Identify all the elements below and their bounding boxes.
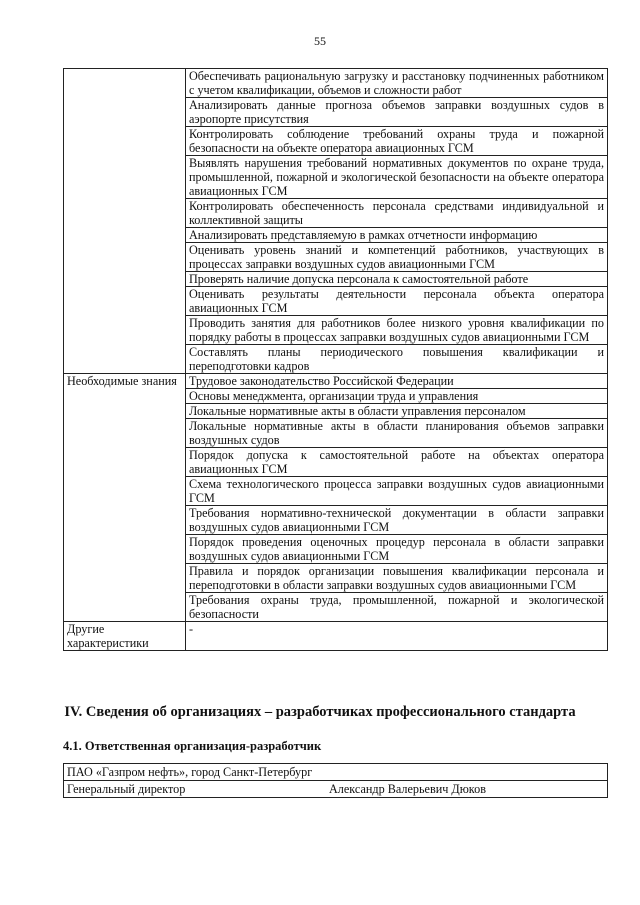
table-cell: Требования охраны труда, промышленной, пожарной и экологической безопасности xyxy=(186,593,608,622)
table-cell: Выявлять нарушения требований нормативных документов по охране труда, промышленной, пожарной и экологической безопасности на объекте оператора авиационных ГСМ xyxy=(186,156,608,199)
org-name-row xyxy=(64,764,608,781)
table-cell: Схема технологического процесса заправки воздушных судов авиационными ГСМ xyxy=(186,477,608,506)
table-cell: Локальные нормативные акты в области планирования объемов заправки воздушных судов xyxy=(186,419,608,448)
section-heading: IV. Сведения об организациях – разработчиках профессионального стандарта xyxy=(64,704,576,720)
table-cell: Контролировать обеспеченность персонала средствами индивидуальной и коллективной защиты xyxy=(186,199,608,228)
table-cell: Основы менеджмента, организации труда и управления xyxy=(186,389,608,404)
table-cell: Составлять планы периодического повышения квалификации и переподготовки кадров xyxy=(186,345,608,374)
table-cell: Анализировать представляемую в рамках отчетности информацию xyxy=(186,228,608,243)
page-number: 55 xyxy=(314,34,326,48)
sub-heading: 4.1. Ответственная организация-разработчик xyxy=(63,739,322,753)
table-row xyxy=(64,69,608,98)
table-cell: Правила и порядок организации повышения квалификации персонала и переподготовки в области заправки воздушных судов авиационными ГСМ xyxy=(186,564,608,593)
table-cell: Обеспечивать рациональную загрузку и расстановку подчиненных работником с учетом квалификации, объемов и сложности работ xyxy=(186,69,608,98)
org-person: Александр Валерьевич Дюков xyxy=(329,782,486,796)
org-name: ПАО «Газпром нефть», город Санкт-Петербург xyxy=(64,764,608,781)
table-cell: Проводить занятия для работников более низкого уровня квалификации по порядку работы в процессах заправки воздушных судов авиационными ГСМ xyxy=(186,316,608,345)
table-cell: Порядок допуска к самостоятельной работе на объектах оператора авиационных ГСМ xyxy=(186,448,608,477)
table-row xyxy=(64,374,608,389)
table-row xyxy=(64,622,608,651)
table-cell: Требования нормативно-технической документации в области заправки воздушных судов авиационными ГСМ xyxy=(186,506,608,535)
table-cell: Анализировать данные прогноза объемов заправки воздушных судов в аэропорте присутствия xyxy=(186,98,608,127)
table-cell: Проверять наличие допуска персонала к самостоятельной работе xyxy=(186,272,608,287)
table-cell: Оценивать результаты деятельности персонала объекта оператора авиационных ГСМ xyxy=(186,287,608,316)
table-cell: Трудовое законодательство Российской Федерации xyxy=(186,374,608,389)
table-cell: Локальные нормативные акты в области управления персоналом xyxy=(186,404,608,419)
knowledge-label: Необходимые знания xyxy=(64,374,186,622)
other-value: - xyxy=(186,622,608,651)
org-position: Генеральный директор xyxy=(67,782,186,796)
table-cell: Контролировать соблюдение требований охраны труда и пожарной безопасности на объекте оператора авиационных ГСМ xyxy=(186,127,608,156)
other-label: Другие характеристики xyxy=(64,622,186,651)
requirements-table xyxy=(63,68,608,651)
organization-table xyxy=(63,763,608,798)
table-cell: Порядок проведения оценочных процедур персонала в области заправки воздушных судов авиационными ГСМ xyxy=(186,535,608,564)
skills-label-cell xyxy=(64,69,186,374)
org-signatory-row xyxy=(64,781,608,798)
table-cell: Оценивать уровень знаний и компетенций работников, участвующих в процессах заправки воздушных судов авиационными ГСМ xyxy=(186,243,608,272)
